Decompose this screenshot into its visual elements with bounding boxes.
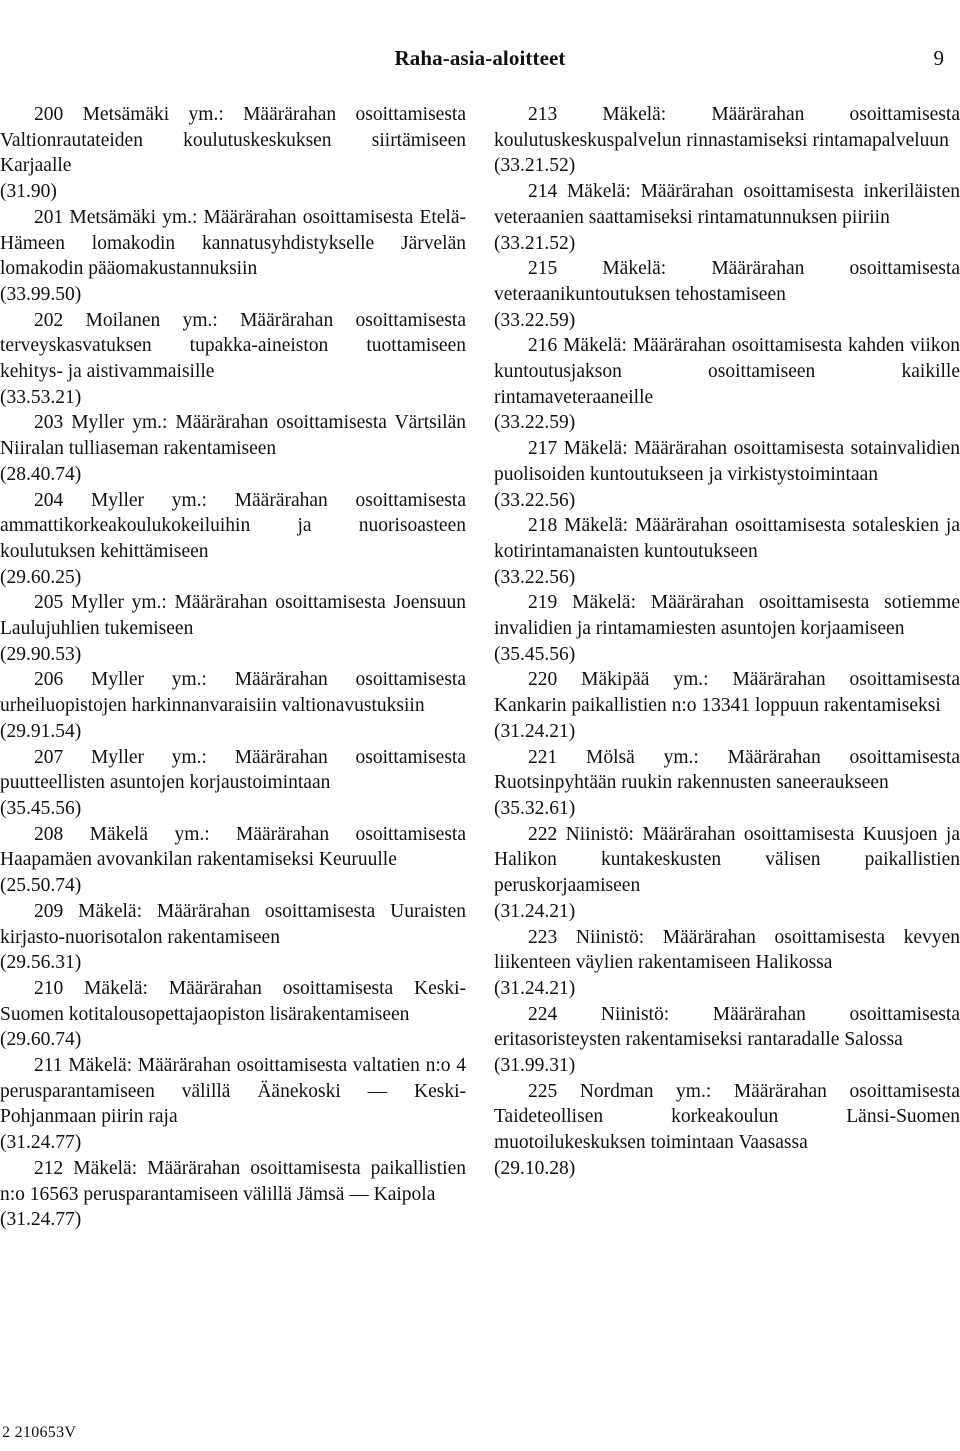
initiative-text: 214 Mäkelä: Määrärahan osoittamisesta inkeriläisten veteraanien saattamiseksi rintamatunnuksen piiriin [494,181,960,228]
initiative-text: 215 Mäkelä: Määrärahan osoittamisesta veteraanikuntoutuksen tehostamiseen [494,258,960,305]
budget-code: (33.53.21) [0,386,82,408]
initiative-text: 222 Niinistö: Määrärahan osoittamisesta Kuusjoen ja Halikon kuntakeskusten välisen paikallistien peruskorjaamiseen [494,823,960,897]
initiative-text: 201 Metsämäki ym.: Määrärahan osoittamisesta Etelä-Hämeen lomakodin kannatusyhdistykselle Järvelän lomakodin pääomakustannuksiin [0,206,466,280]
budget-code: (31.24.77) [0,1209,82,1231]
initiative-text: 220 Mäkipää ym.: Määrärahan osoittamisesta Kankarin paikallistien n:o 13341 loppuun rakentamiseksi [494,669,960,717]
budget-code: (33.22.56) [494,566,576,588]
initiative-entry [0,410,466,487]
initiative-entry [0,590,466,667]
initiative-text: 221 Mölsä ym.: Määrärahan osoittamisesta Ruotsinpyhtään ruukin rakennusten saneeraukseen [494,746,960,794]
budget-code: (29.60.74) [0,1029,82,1051]
initiative-entry [0,899,466,976]
initiative-text: 211 Mäkelä: Määrärahan osoittamisesta valtatien n:o 4 perusparantamiseen välillä Äänekoski — Keski-Pohjanmaan piirin raja [0,1055,466,1128]
budget-code: (33.99.50) [0,283,82,305]
budget-code: (25.50.74) [0,875,82,897]
initiative-entry [0,667,466,744]
initiative-text: 224 Niinistö: Määrärahan osoittamisesta eritasoristeysten rakentamiseksi rantaradalle Salossa [494,1003,960,1051]
initiative-text: 205 Myller ym.: Määrärahan osoittamisesta Joensuun Laulujuhlien tukemiseen [0,592,466,640]
initiative-entry [494,822,960,925]
initiative-entry [494,590,960,667]
initiative-entry [0,976,466,1053]
budget-code: (31.99.31) [494,1055,576,1077]
budget-code: (31.24.21) [494,720,576,742]
initiative-entry [494,667,960,744]
budget-code: (35.45.56) [494,643,576,665]
initiative-entry [494,179,960,256]
initiative-text: 210 Mäkelä: Määrärahan osoittamisesta Keski-Suomen kotitalousopettajaopiston lisärakentamiseen [0,977,466,1025]
budget-code: (35.32.61) [494,797,576,819]
budget-code: (31.24.21) [494,977,576,999]
initiative-entry [0,308,466,411]
initiative-entry [494,1079,960,1182]
initiative-text: 217 Mäkelä: Määrärahan osoittamisesta sotainvalidien puolisoiden kuntoutukseen ja virkistystoimintaan [494,438,960,485]
initiative-entry [0,205,466,308]
budget-code: (29.60.25) [0,566,82,588]
initiative-text: 223 Niinistö: Määrärahan osoittamisesta kevyen liikenteen väylien rakentamiseen Halikossa [494,926,960,974]
initiative-entry [494,1002,960,1079]
initiative-text: 204 Myller ym.: Määrärahan osoittamisesta ammattikorkeakoulukokeiluihin ja nuorisoasteen koulutuksen kehittämiseen [0,489,466,562]
budget-code: (35.45.56) [0,797,82,819]
budget-code: (33.21.52) [494,232,576,254]
budget-code: (31.24.77) [0,1132,82,1154]
left-column [0,102,466,1233]
budget-code: (33.22.56) [494,489,576,511]
initiative-entry [494,102,960,179]
budget-code: (31.90) [0,181,57,203]
initiative-entry [0,822,466,899]
initiative-entry [494,513,960,590]
initiative-entry [0,1053,466,1156]
initiative-text: 203 Myller ym.: Määrärahan osoittamisesta Värtsilän Niiralan tulliaseman rakentamiseen [0,412,466,460]
initiative-text: 218 Mäkelä: Määrärahan osoittamisesta sotaleskien ja kotirintamanaisten kuntoutukseen [494,515,960,562]
budget-code: (29.91.54) [0,720,82,742]
initiative-text: 213 Mäkelä: Määrärahan osoittamisesta koulutuskeskuspalvelun rinnastamiseksi rintamapalveluun [494,104,960,151]
budget-code: (29.10.28) [494,1157,576,1179]
initiative-text: 202 Moilanen ym.: Määrärahan osoittamisesta terveyskasvatuksen tupakka-aineiston tuottamiseen kehitys- ja aistivammaisille [0,309,466,383]
initiative-text: 207 Myller ym.: Määrärahan osoittamisesta puutteellisten asuntojen korjaustoimintaan [0,746,466,794]
initiative-entry [494,745,960,822]
initiative-text: 212 Mäkelä: Määrärahan osoittamisesta paikallistien n:o 16563 perusparantamiseen välillä Jämsä — Kaipola [0,1157,466,1205]
right-column [494,102,960,1182]
initiative-text: 216 Mäkelä: Määrärahan osoittamisesta kahden viikon kuntoutusjakson osoittamiseen kaikille rintamaveteraaneille [494,335,960,408]
initiative-text: 225 Nordman ym.: Määrärahan osoittamisesta Taideteollisen korkeakoulun Länsi-Suomen muotoilukeskuksen toimintaan Vaasassa [494,1080,960,1154]
budget-code: (29.56.31) [0,952,82,974]
budget-code: (29.90.53) [0,643,82,665]
initiative-text: 219 Mäkelä: Määrärahan osoittamisesta sotiemme invalidien ja rintamamiesten asuntojen korjaamiseen [494,592,960,640]
initiative-entry [0,1156,466,1233]
initiative-text: 200 Metsämäki ym.: Määrärahan osoittamisesta Valtionrautateiden koulutuskeskuksen siirtämiseen Karjaalle [0,104,466,177]
budget-code: (31.24.21) [494,900,576,922]
page-number: 9 [933,46,944,70]
budget-code: (33.22.59) [494,309,576,331]
initiative-entry [494,256,960,333]
initiative-text: 208 Mäkelä ym.: Määrärahan osoittamisesta Haapamäen avovankilan rakentamiseksi Keuruulle [0,823,466,871]
initiative-entry [494,436,960,513]
section-title: Raha-asia-aloitteet [394,46,566,70]
initiative-text: 209 Mäkelä: Määrärahan osoittamisesta Uuraisten kirjasto-nuorisotalon rakentamiseen [0,900,466,948]
initiative-entry [494,333,960,436]
initiative-entry [0,102,466,205]
initiative-text: 206 Myller ym.: Määrärahan osoittamisesta urheiluopistojen harkinnanvaraisiin valtionavustuksiin [0,669,466,717]
page-footer: 2 210653V [2,1424,77,1441]
initiative-entry [494,925,960,1002]
initiative-entry [0,745,466,822]
budget-code: (33.22.59) [494,412,576,434]
budget-code: (28.40.74) [0,463,82,485]
initiative-entry [0,488,466,591]
budget-code: (33.21.52) [494,155,576,177]
